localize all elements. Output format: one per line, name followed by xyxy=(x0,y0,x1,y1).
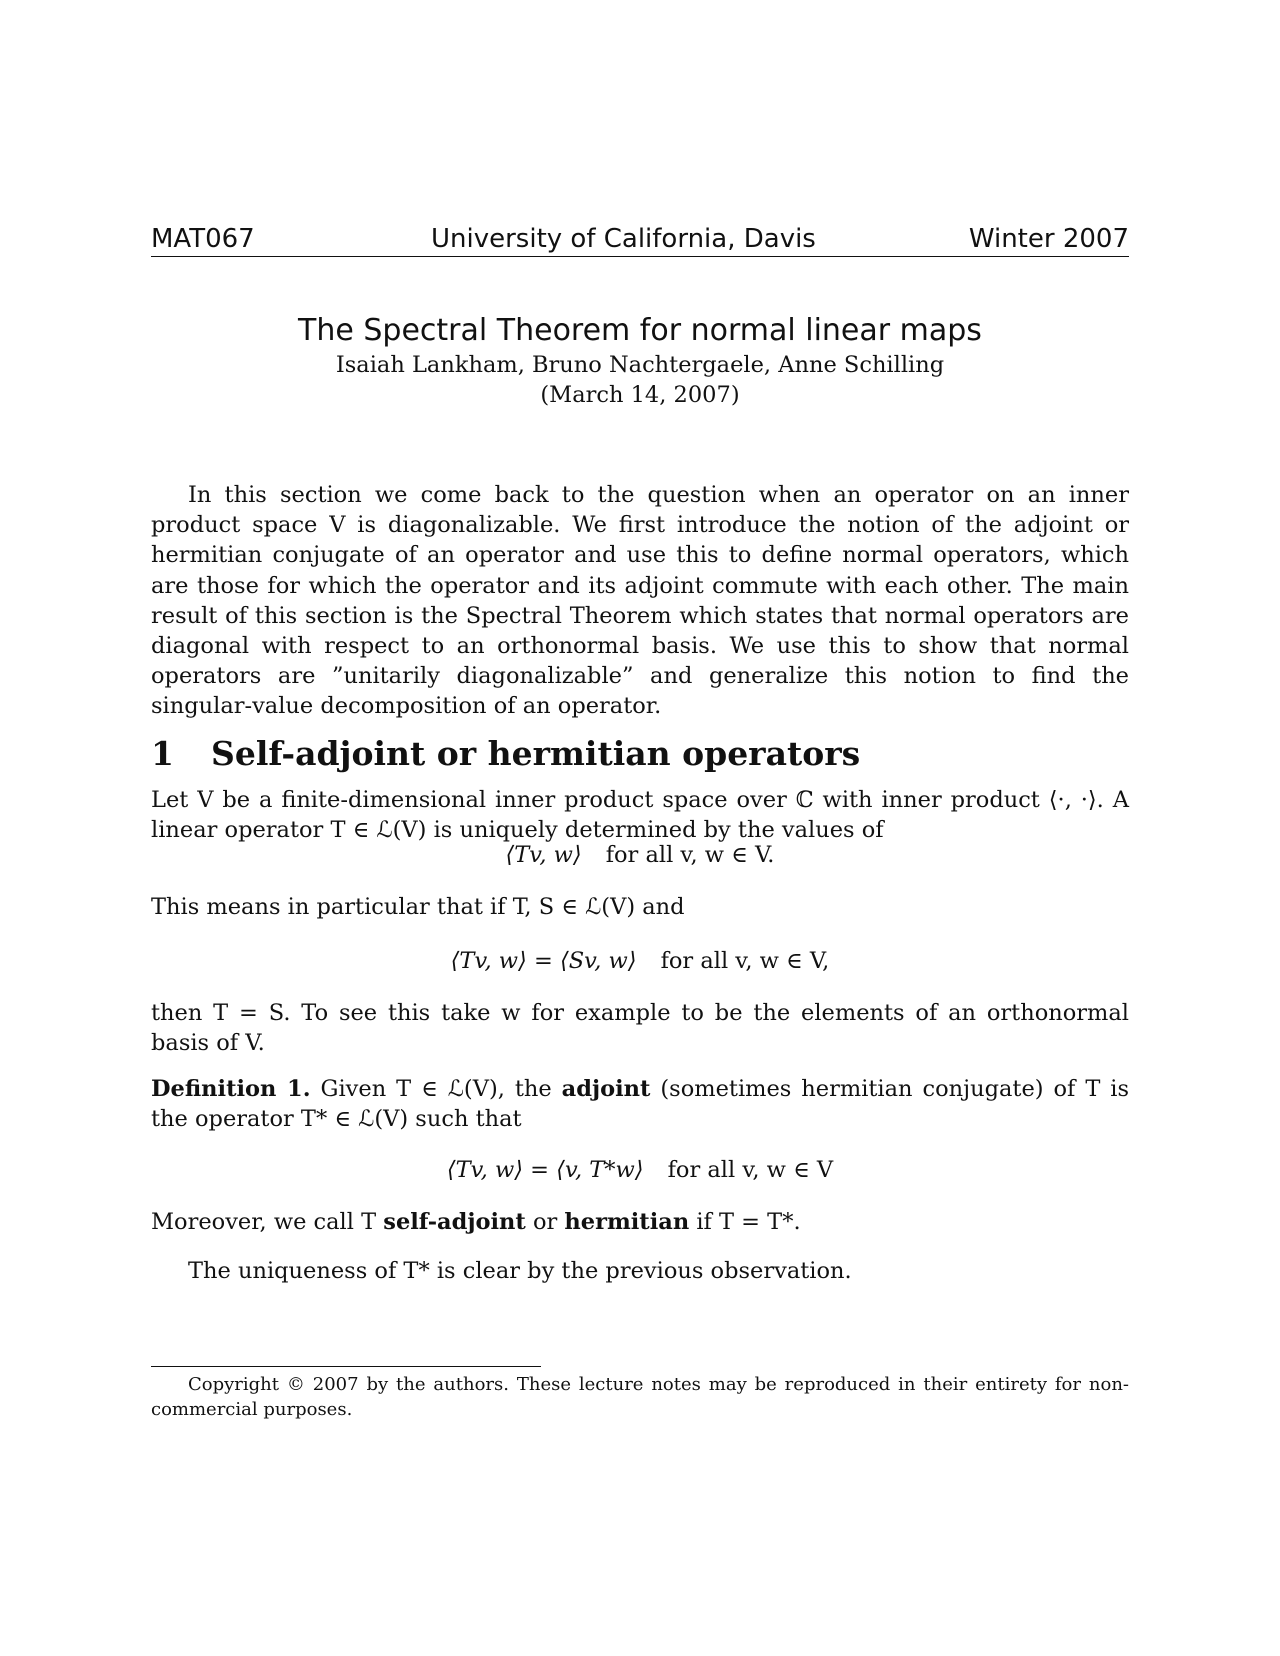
title-block xyxy=(151,312,1129,410)
university-name: University of California, Davis xyxy=(431,224,816,254)
document-authors: Isaiah Lankham, Bruno Nachtergaele, Anne Schilling xyxy=(335,352,945,378)
self-adjoint-text-b: if T = T*. xyxy=(696,1209,801,1235)
running-header xyxy=(151,224,1129,257)
section-title: Self-adjoint or hermitian operators xyxy=(211,734,861,773)
self-adjoint-text-a: Moreover, we call T xyxy=(151,1209,377,1235)
section-number: 1 xyxy=(151,734,174,773)
definition-1 xyxy=(151,1074,1129,1134)
equation-2 xyxy=(151,946,1129,976)
term-label: Winter 2007 xyxy=(968,224,1129,254)
equation-2-math: ⟨Tv, w⟩ = ⟨Sv, w⟩ xyxy=(450,948,637,974)
self-adjoint-term: self-adjoint xyxy=(383,1209,526,1235)
equation-3-condition: for all v, w ∈ V xyxy=(667,1157,834,1183)
self-adjoint-text-mid: or xyxy=(532,1209,558,1235)
definition-text-a: Given T ∈ ℒ(V), the xyxy=(320,1076,552,1102)
footnote-divider xyxy=(151,1366,541,1367)
equation-1-condition: for all v, w ∈ V. xyxy=(605,842,775,868)
copyright-footnote: Copyright © 2007 by the authors. These lecture notes may be reproduced in their entirety for non-commercial purposes. xyxy=(151,1374,1129,1420)
document-date: (March 14, 2007) xyxy=(540,382,740,408)
hermitian-term: hermitian xyxy=(564,1209,690,1235)
equation-1 xyxy=(151,840,1129,870)
paragraph-intro: Let V be a finite-dimensional inner product space over ℂ with inner product ⟨·, ·⟩. A linear operator T ∈ ℒ(V) is uniquely determined by the values of xyxy=(151,787,1129,844)
section-heading xyxy=(151,734,860,774)
equation-3-math: ⟨Tv, w⟩ = ⟨v, T*w⟩ xyxy=(446,1157,644,1183)
paragraph-uniqueness: The uniqueness of T* is clear by the previous observation. xyxy=(188,1258,852,1284)
equation-3 xyxy=(151,1155,1129,1185)
definition-term: adjoint xyxy=(561,1076,651,1102)
paragraph-self-adjoint xyxy=(151,1207,1129,1237)
definition-text-b: (sometimes hermitian conjugate) of T is the operator T* ∈ ℒ(V) such that xyxy=(151,1076,1130,1133)
paragraph-conclusion: then T = S. To see this take w for example to be the elements of an orthonormal basis of V. xyxy=(151,1000,1129,1057)
abstract: In this section we come back to the question when an operator on an inner product space V is diagonalizable. We first introduce the notion of the adjoint or hermitian conjugate of an operator and use this to define normal operators, which are those for which the operator and its adjoint commute with each other. The main result of this section is the Spectral Theorem which states that normal operators are diagonal with respect to an orthonormal basis. We use this to show that normal operators are ”unitarily diagonalizable” and generalize this notion to find the singular-value decomposition of an operator. xyxy=(151,482,1129,720)
paragraph-implication: This means in particular that if T, S ∈ ℒ(V) and xyxy=(151,894,685,920)
equation-2-condition: for all v, w ∈ V, xyxy=(660,948,830,974)
document-title: The Spectral Theorem for normal linear maps xyxy=(298,313,982,348)
course-code: MAT067 xyxy=(151,224,255,254)
equation-1-math: ⟨Tv, w⟩ xyxy=(505,842,582,868)
definition-label: Definition 1. xyxy=(151,1076,311,1102)
